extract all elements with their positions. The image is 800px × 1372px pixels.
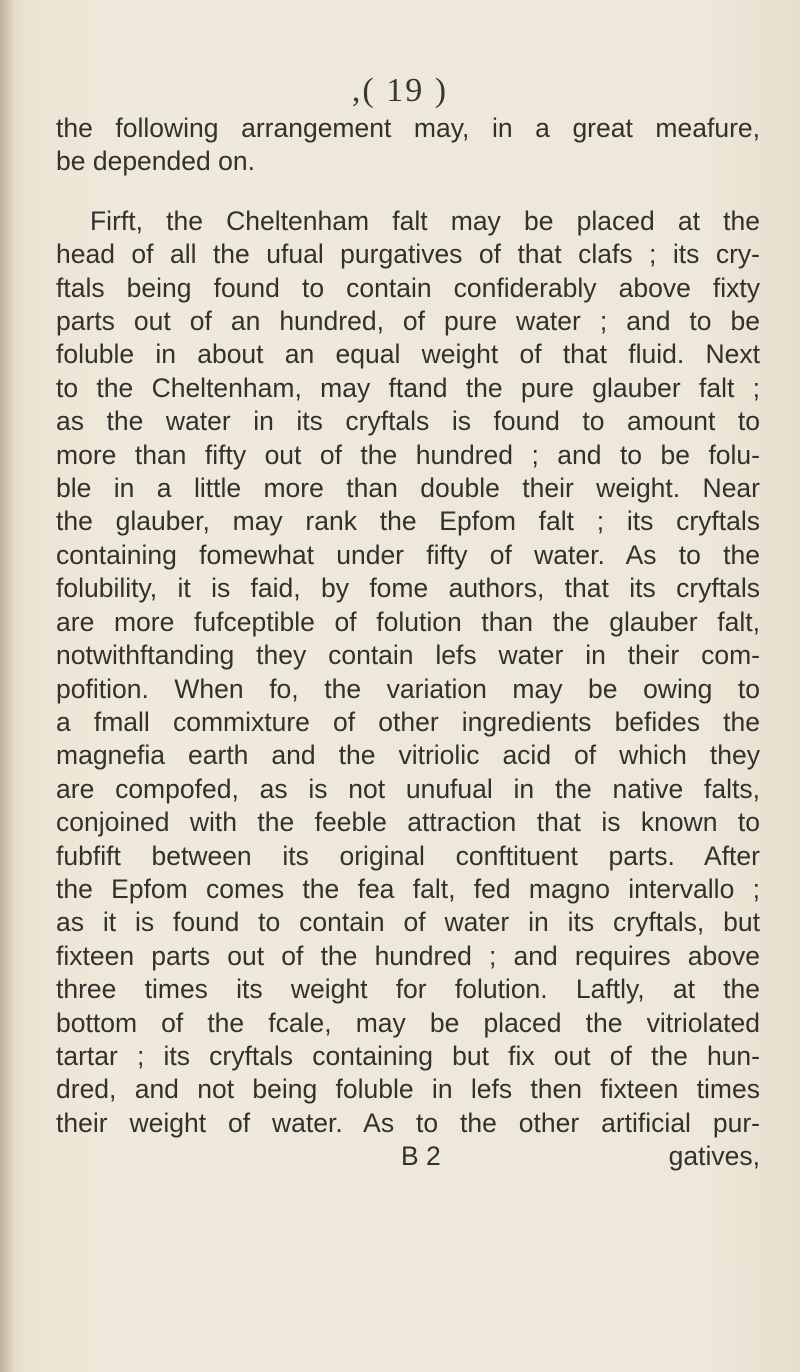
text-line: foluble in about an equal weight of that fluid. Next (56, 339, 760, 370)
catchword: gatives, (668, 1141, 760, 1172)
text-line: the Epfom comes the fea falt, fed magno intervallo ; (56, 873, 760, 904)
text-line: fubfift between its original conftituent parts. After (56, 840, 760, 871)
text-line: the following arrangement may, in a great meafure, (56, 113, 760, 143)
page-number: ,( 19 ) (351, 72, 449, 109)
text-line: fixteen parts out of the hundred ; and requires above (56, 940, 760, 971)
text-line: magnefia earth and the vitriolic acid of which they (56, 740, 760, 771)
text-line: a fmall commixture of other ingredients befides the (56, 706, 760, 737)
text-line: are compofed, as is not unufual in the native falts, (56, 773, 760, 804)
text-line: parts out of an hundred, of pure water ; and to be (56, 306, 760, 337)
binding-shadow (0, 0, 14, 1372)
text-line: ftals being found to contain confiderably above fixty (56, 272, 760, 303)
signature-mark: B 2 (401, 1141, 441, 1172)
text-line: notwithftanding they contain lefs water in their com- (56, 640, 760, 671)
text-line: conjoined with the feeble attraction that is known to (56, 807, 760, 838)
text-line: more than fifty out of the hundred ; and to be folu- (56, 439, 760, 470)
text-line: containing fomewhat under fifty of water. As to the (56, 539, 760, 570)
text-line: folubility, it is faid, by fome authors, that its cryftals (56, 573, 760, 604)
paragraph-gap (56, 179, 760, 205)
text-line: tartar ; its cryftals containing but fix out of the hun- (56, 1040, 760, 1071)
text-line: pofition. When fo, the variation may be owing to (56, 673, 760, 704)
page-text (56, 112, 760, 1174)
text-line: their weight of water. As to the other artificial pur- (56, 1107, 760, 1138)
text-line: to the Cheltenham, may ftand the pure glauber falt ; (56, 372, 760, 403)
text-line: as it is found to contain of water in its cryftals, but (56, 907, 760, 938)
text-line: head of all the ufual purgatives of that clafs ; its cry- (56, 239, 760, 270)
text-line: be depended on. (56, 146, 255, 177)
text-line: dred, and not being foluble in lefs then fixteen times (56, 1074, 760, 1105)
text-line: three times its weight for folution. Laftly, at the (56, 974, 760, 1005)
text-line: bottom of the fcale, may be placed the vitriolated (56, 1007, 760, 1038)
text-line: ble in a little more than double their weight. Near (56, 473, 760, 504)
text-line: the glauber, may rank the Epfom falt ; its cryftals (56, 506, 760, 537)
text-line: Firft, the Cheltenham falt may be placed at the (90, 205, 760, 236)
text-line: as the water in its cryftals is found to amount to (56, 406, 760, 437)
footer-line (56, 1140, 760, 1173)
text-line: are more fufceptible of folution than the glauber falt, (56, 606, 760, 637)
